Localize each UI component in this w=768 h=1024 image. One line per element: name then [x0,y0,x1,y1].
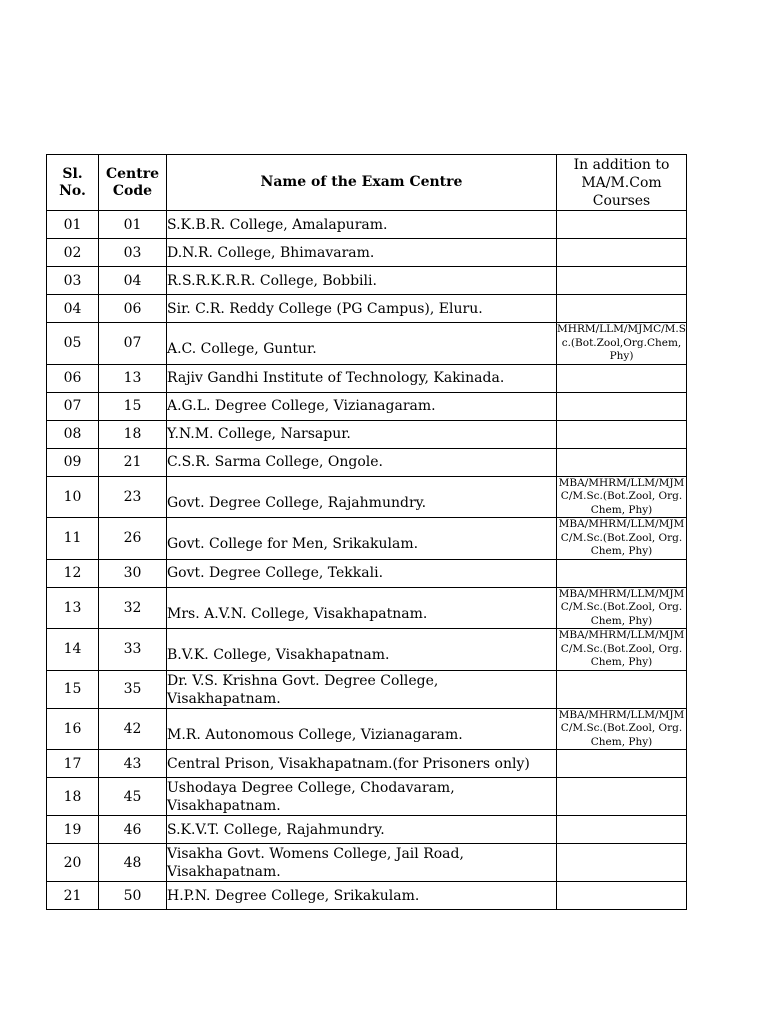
table-row [47,882,687,910]
centre-code-cell: 23 [99,476,167,518]
table-row [47,211,687,239]
table-row [47,587,687,629]
exam-centre-name-cell: A.G.L. Degree College, Vizianagaram. [167,392,557,420]
exam-centre-name-cell: Visakha Govt. Womens College, Jail Road, Visakhapatnam. [167,844,557,882]
exam-centres-table [46,154,687,910]
centre-code-cell: 26 [99,518,167,560]
exam-centre-name-cell: R.S.R.K.R.R. College, Bobbili. [167,267,557,295]
additional-courses-cell [557,778,687,816]
additional-courses-cell: MBA/MHRM/LLM/MJMC/M.Sc.(Bot.Zool, Org.Chem, Phy) [557,708,687,750]
additional-courses-cell [557,816,687,844]
exam-centre-name-cell: S.K.B.R. College, Amalapuram. [167,211,557,239]
table-row [47,844,687,882]
exam-centre-name-cell: Dr. V.S. Krishna Govt. Degree College, Visakhapatnam. [167,670,557,708]
exam-centre-name-cell: Mrs. A.V.N. College, Visakhapatnam. [167,587,557,629]
centre-code-cell: 30 [99,559,167,587]
exam-centre-name-cell: Y.N.M. College, Narsapur. [167,420,557,448]
sl-no-cell: 19 [47,816,99,844]
additional-courses-cell [557,295,687,323]
additional-courses-cell: MBA/MHRM/LLM/MJMC/M.Sc.(Bot.Zool, Org.Chem, Phy) [557,587,687,629]
table-body [47,211,687,910]
sl-no-cell: 07 [47,392,99,420]
sl-no-cell: 02 [47,239,99,267]
additional-courses-cell [557,211,687,239]
sl-no-cell: 10 [47,476,99,518]
additional-courses-cell [557,670,687,708]
exam-centre-name-cell: Sir. C.R. Reddy College (PG Campus), Eluru. [167,295,557,323]
sl-no-cell: 14 [47,629,99,671]
table-row [47,323,687,365]
sl-no-cell: 04 [47,295,99,323]
exam-centre-name-cell: Govt. College for Men, Srikakulam. [167,518,557,560]
additional-courses-cell [557,559,687,587]
centre-code-cell: 48 [99,844,167,882]
additional-courses-cell [557,882,687,910]
additional-courses-cell [557,448,687,476]
centre-code-cell: 06 [99,295,167,323]
exam-centre-name-cell: Govt. Degree College, Tekkali. [167,559,557,587]
sl-no-cell: 18 [47,778,99,816]
table-row [47,708,687,750]
exam-centre-name-cell: S.K.V.T. College, Rajahmundry. [167,816,557,844]
centre-code-cell: 50 [99,882,167,910]
header-in-addition: In addition to MA/M.Com Courses [557,155,687,211]
exam-centre-name-cell: C.S.R. Sarma College, Ongole. [167,448,557,476]
table-row [47,518,687,560]
header-exam-centre-name: Name of the Exam Centre [167,155,557,211]
exam-centre-name-cell: Govt. Degree College, Rajahmundry. [167,476,557,518]
centre-code-cell: 13 [99,364,167,392]
exam-centre-name-cell: Central Prison, Visakhapatnam.(for Prisoners only) [167,750,557,778]
header-sl-no: Sl. No. [47,155,99,211]
centre-code-cell: 18 [99,420,167,448]
sl-no-cell: 09 [47,448,99,476]
table-row [47,420,687,448]
table-header-row [47,155,687,211]
additional-courses-cell [557,750,687,778]
additional-courses-cell [557,267,687,295]
sl-no-cell: 08 [47,420,99,448]
centre-code-cell: 32 [99,587,167,629]
centre-code-cell: 35 [99,670,167,708]
sl-no-cell: 03 [47,267,99,295]
exam-centre-name-cell: B.V.K. College, Visakhapatnam. [167,629,557,671]
sl-no-cell: 20 [47,844,99,882]
exam-centre-name-cell: Rajiv Gandhi Institute of Technology, Kakinada. [167,364,557,392]
centre-code-cell: 01 [99,211,167,239]
exam-centre-name-cell: M.R. Autonomous College, Vizianagaram. [167,708,557,750]
table-row [47,559,687,587]
centre-code-cell: 42 [99,708,167,750]
table-row [47,750,687,778]
centre-code-cell: 21 [99,448,167,476]
exam-centre-name-cell: D.N.R. College, Bhimavaram. [167,239,557,267]
table-row [47,267,687,295]
table-row [47,392,687,420]
sl-no-cell: 01 [47,211,99,239]
centre-code-cell: 15 [99,392,167,420]
centre-code-cell: 46 [99,816,167,844]
exam-centre-name-cell: Ushodaya Degree College, Chodavaram, Visakhapatnam. [167,778,557,816]
sl-no-cell: 21 [47,882,99,910]
sl-no-cell: 06 [47,364,99,392]
centre-code-cell: 07 [99,323,167,365]
table-row [47,476,687,518]
sl-no-cell: 12 [47,559,99,587]
table-row [47,295,687,323]
centre-code-cell: 04 [99,267,167,295]
centre-code-cell: 45 [99,778,167,816]
table-row [47,816,687,844]
additional-courses-cell [557,364,687,392]
exam-centre-name-cell: H.P.N. Degree College, Srikakulam. [167,882,557,910]
table-row [47,670,687,708]
additional-courses-cell [557,392,687,420]
sl-no-cell: 05 [47,323,99,365]
additional-courses-cell: MBA/MHRM/LLM/MJMC/M.Sc.(Bot.Zool, Org.Chem, Phy) [557,476,687,518]
additional-courses-cell: MHRM/LLM/MJMC/M.Sc.(Bot.Zool,Org.Chem, Phy) [557,323,686,362]
additional-courses-cell: MBA/MHRM/LLM/MJMC/M.Sc.(Bot.Zool, Org.Chem, Phy) [557,518,687,560]
header-centre-code: Centre Code [99,155,167,211]
sl-no-cell: 11 [47,518,99,560]
additional-courses-cell [557,239,687,267]
table-row [47,239,687,267]
table-row [47,448,687,476]
centre-code-cell: 43 [99,750,167,778]
additional-courses-cell [557,844,687,882]
additional-courses-cell [557,420,687,448]
table-row [47,778,687,816]
additional-courses-cell: MBA/MHRM/LLM/MJMC/M.Sc.(Bot.Zool, Org.Chem, Phy) [557,629,687,671]
exam-centre-name-cell: A.C. College, Guntur. [167,323,557,365]
table-row [47,364,687,392]
sl-no-cell: 15 [47,670,99,708]
sl-no-cell: 13 [47,587,99,629]
sl-no-cell: 16 [47,708,99,750]
centre-code-cell: 33 [99,629,167,671]
sl-no-cell: 17 [47,750,99,778]
centre-code-cell: 03 [99,239,167,267]
table-row [47,629,687,671]
